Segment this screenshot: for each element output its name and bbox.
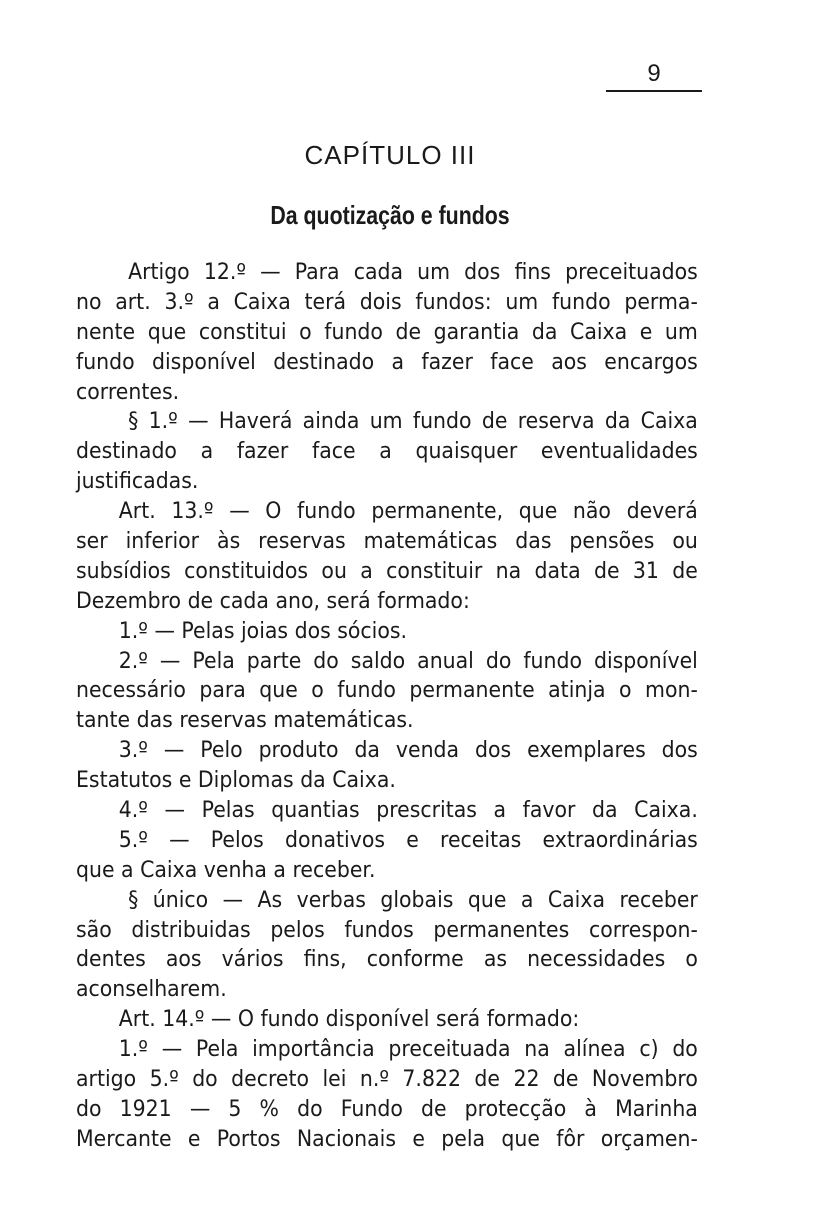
text-line: § 1.º — Haverá ainda um fundo de reserva da Caixa bbox=[128, 409, 698, 435]
text-line: que a Caixa venha a receber. bbox=[76, 857, 376, 883]
text-line: no art. 3.º a Caixa terá dois fundos: um fundo perma- bbox=[76, 289, 698, 315]
text-line: 2.º — Pela parte do saldo anual do fundo disponível bbox=[118, 648, 698, 674]
text-line: subsídios constituidos ou a constituir na data de 31 de bbox=[76, 558, 698, 584]
text-line: tante das reservas matemáticas. bbox=[76, 708, 414, 734]
text-line: necessário para que o fundo permanente atinja o mon- bbox=[76, 678, 698, 704]
text-line: Estatutos e Diplomas da Caixa. bbox=[76, 768, 396, 794]
text-line: destinado a fazer face a quaisquer eventualidades bbox=[76, 439, 698, 465]
text-line: são distribuidas pelos fundos permanentes correspon- bbox=[76, 917, 698, 943]
text-line: § único — As verbas globais que a Caixa receber bbox=[128, 887, 698, 913]
text-line: 1.º — Pela importância preceituada na alínea c) do bbox=[118, 1037, 698, 1063]
text-line: do 1921 — 5 % do Fundo de protecção à Marinha bbox=[76, 1096, 698, 1122]
text-line: Art. 13.º — O fundo permanente, que não deverá bbox=[118, 499, 698, 525]
body-text bbox=[76, 258, 698, 1155]
text-line: 4.º — Pelas quantias prescritas a favor da Caixa. bbox=[118, 798, 698, 824]
page-number: 9 bbox=[606, 60, 702, 92]
text-line: artigo 5.º do decreto lei n.º 7.822 de 22 de Novembro bbox=[76, 1067, 698, 1093]
text-line: aconselharem. bbox=[76, 977, 227, 1003]
text-line: fundo disponível destinado a fazer face aos encargos bbox=[76, 349, 698, 375]
section-title: Da quotização e fundos bbox=[270, 200, 510, 230]
text-line: 5.º — Pelos donativos e receitas extraordinárias bbox=[118, 827, 698, 853]
text-line: Artigo 12.º — Para cada um dos fins preceituados bbox=[128, 260, 698, 285]
chapter-heading: CAPÍTULO III bbox=[304, 140, 476, 170]
text-line: ser inferior às reservas matemáticas das pensões ou bbox=[76, 529, 698, 555]
text-line: 3.º — Pelo produto da venda dos exemplares dos bbox=[118, 738, 698, 764]
text-line: nente que constitui o fundo de garantia da Caixa e um bbox=[76, 319, 698, 345]
text-line: Dezembro de cada ano, será formado: bbox=[76, 588, 470, 614]
text-line: dentes aos vários fins, conforme as necessidades o bbox=[76, 947, 698, 973]
text-line: Art. 14.º — O fundo disponível será formado: bbox=[118, 1007, 580, 1033]
text-line: correntes. bbox=[76, 379, 180, 405]
text-line: Mercante e Portos Nacionais e pela que fôr orçamen- bbox=[76, 1126, 698, 1152]
text-line: justificadas. bbox=[76, 469, 199, 495]
text-line: 1.º — Pelas joias dos sócios. bbox=[118, 618, 408, 644]
